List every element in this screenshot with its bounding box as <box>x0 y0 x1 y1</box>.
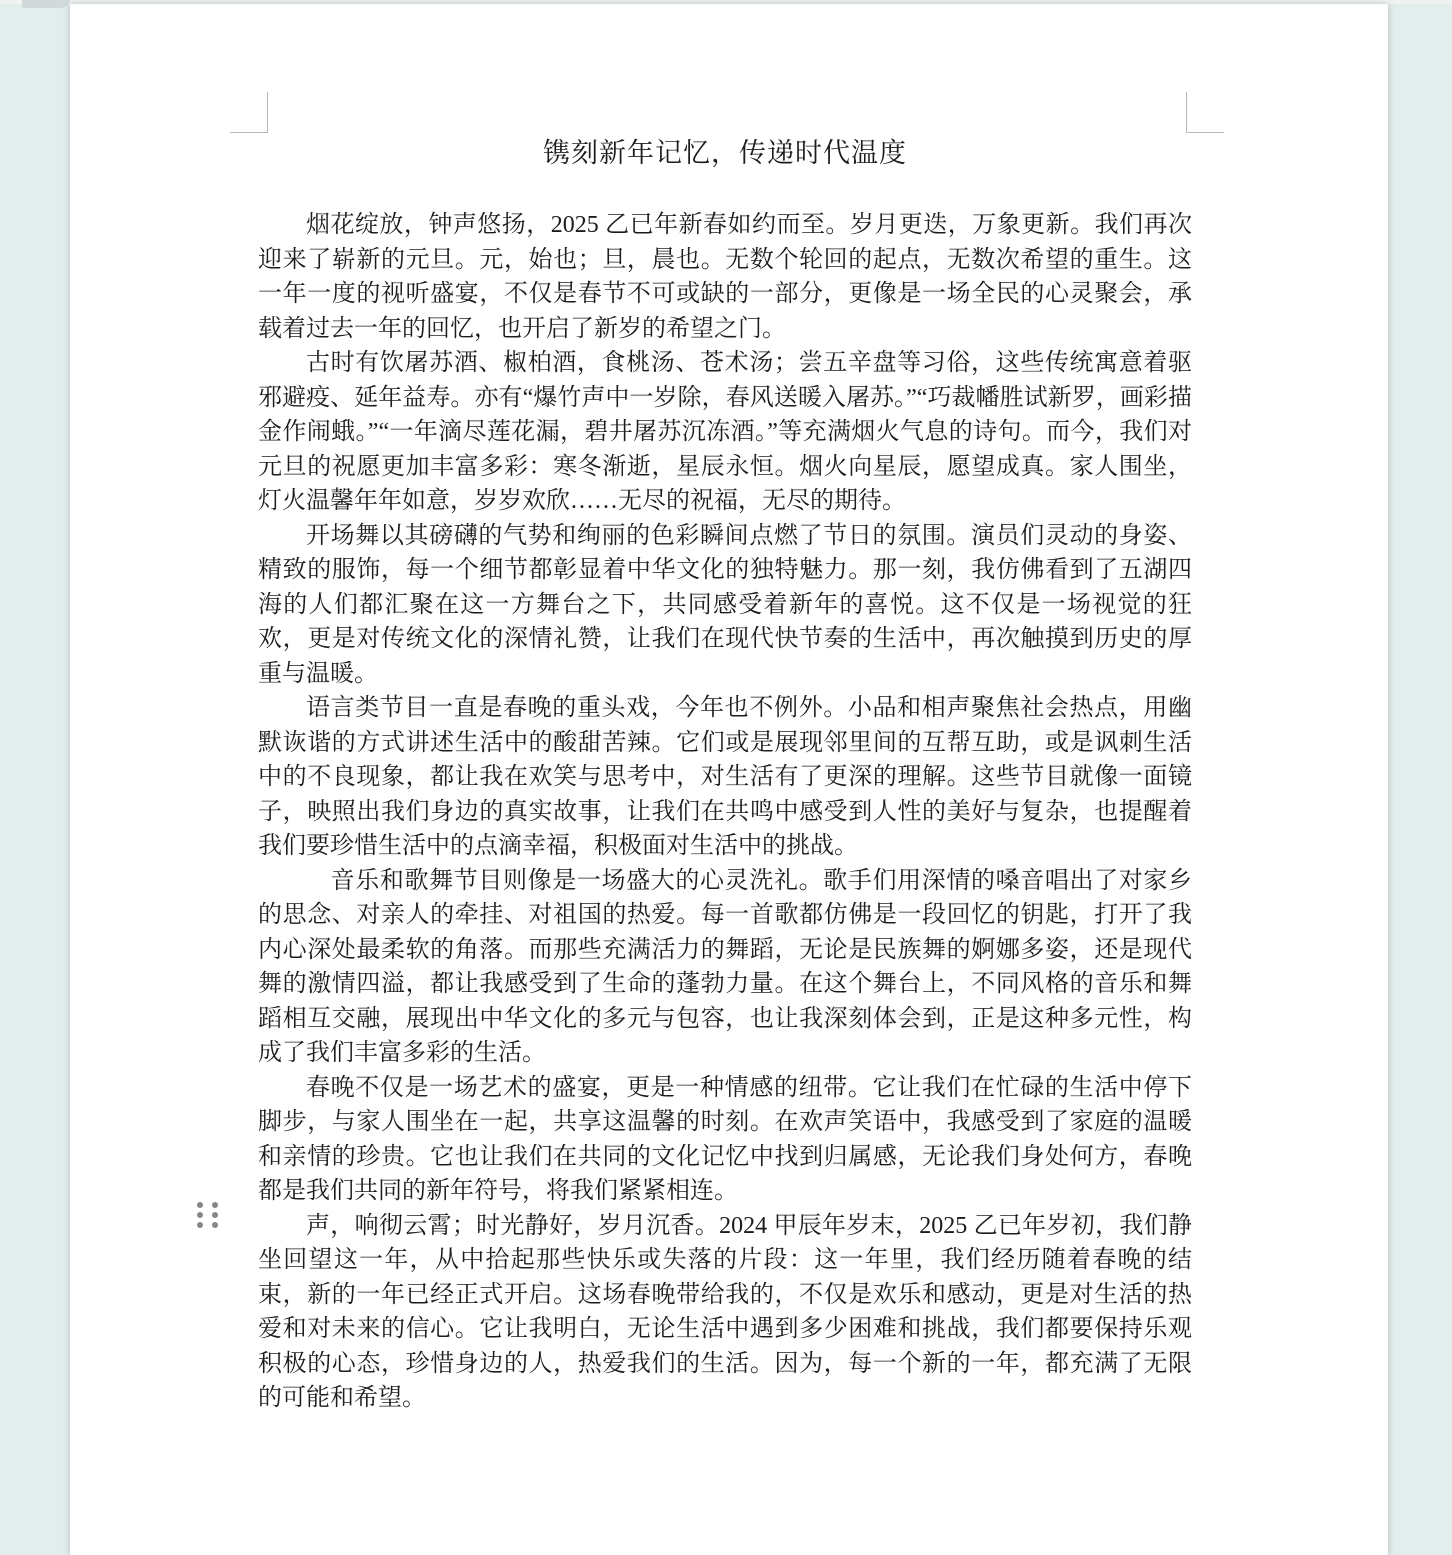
drag-handle-dot <box>212 1202 218 1208</box>
document-content[interactable] <box>258 132 1192 1416</box>
document-page <box>70 4 1388 1555</box>
paragraph[interactable]: 春晚不仅是一场艺术的盛宴，更是一种情感的纽带。它让我们在忙碌的生活中停下脚步，与家人围坐在一起，共享这温馨的时刻。在欢声笑语中，我感受到了家庭的温暖和亲情的珍贵。它也让我们在共同的文化记忆中找到归属感，无论我们身处何方，春晚都是我们共同的新年符号，将我们紧紧相连。 <box>258 1074 1192 1204</box>
drag-handle-dot <box>212 1212 218 1218</box>
paragraph[interactable]: 声，响彻云霄；时光静好，岁月沉香。2024 甲辰年岁末，2025 乙已年岁初，我们静坐回望这一年，从中拾起那些快乐或失落的片段：这一年里，我们经历随着春晚的结束，新的一年已经正式开启。这场春晚带给我的，不仅是欢乐和感动，更是对生活的热爱和对未来的信心。它让我明白，无论生活中遇到多少困难和挑战，我们都要保持乐观积极的心态，珍惜身边的人，热爱我们的生活。因为，每一个新的一年，都充满了无限的可能和希望。 <box>258 1212 1192 1411</box>
drag-handle-dot <box>197 1222 203 1228</box>
paragraph[interactable]: 语言类节目一直是春晚的重头戏，今年也不例外。小品和相声聚焦社会热点，用幽默诙谐的方式讲述生活中的酸甜苦辣。它们或是展现邻里间的互帮互助，或是讽刺生活中的不良现象，都让我在欢笑与思考中，对生活有了更深的理解。这些节目就像一面镜子，映照出我们身边的真实故事，让我们在共鸣中感受到人性的美好与复杂，也提醒着我们要珍惜生活中的点滴幸福，积极面对生活中的挑战。 <box>258 695 1192 859</box>
paragraph[interactable]: 古时有饮屠苏酒、椒柏酒，食桃汤、苍术汤；尝五辛盘等习俗，这些传统寓意着驱邪避疫、延年益寿。亦有“爆竹声中一岁除，春风送暖入屠苏。”“巧裁幡胜试新罗，画彩描金作闹蛾。”“一年滴尽莲花漏，碧井屠苏沉冻酒。”等充满烟火气息的诗句。而今，我们对元旦的祝愿更加丰富多彩：寒冬渐逝，星辰永恒。烟火向星辰，愿望成真。家人围坐，灯火温馨年年如意，岁岁欢欣……无尽的祝福，无尽的期待。 <box>258 350 1192 514</box>
document-body[interactable] <box>258 208 1192 1416</box>
paragraph[interactable]: 开场舞以其磅礴的气势和绚丽的色彩瞬间点燃了节日的氛围。演员们灵动的身姿、精致的服饰，每一个细节都彰显着中华文化的独特魅力。那一刻，我仿佛看到了五湖四海的人们都汇聚在这一方舞台之下，共同感受着新年的喜悦。这不仅是一场视觉的狂欢，更是对传统文化的深情礼赞，让我们在现代快节奏的生活中，再次触摸到历史的厚重与温暖。 <box>258 522 1192 687</box>
drag-handle-icon[interactable] <box>197 1202 218 1228</box>
paragraph[interactable]: 烟花绽放，钟声悠扬，2025 乙已年新春如约而至。岁月更迭，万象更新。我们再次迎来了崭新的元旦。元，始也；旦，晨也。无数个轮回的起点，无数次希望的重生。这一年一度的视听盛宴，不仅是春节不可或缺的一部分，更像是一场全民的心灵聚会，承载着过去一年的回忆，也开启了新岁的希望之门。 <box>258 212 1192 342</box>
drag-handle-dot <box>197 1202 203 1208</box>
document-title[interactable]: 镌刻新年记忆，传递时代温度 <box>543 138 907 168</box>
drag-handle-dot <box>197 1212 203 1218</box>
paragraph[interactable]: 音乐和歌舞节目则像是一场盛大的心灵洗礼。歌手们用深情的嗓音唱出了对家乡的思念、对亲人的牵挂、对祖国的热爱。每一首歌都仿佛是一段回忆的钥匙，打开了我内心深处最柔软的角落。而那些充满活力的舞蹈，无论是民族舞的婀娜多姿，还是现代舞的激情四溢，都让我感受到了生命的蓬勃力量。在这个舞台上，不同风格的音乐和舞蹈相互交融，展现出中华文化的多元与包容，也让我深刻体会到，正是这种多元性，构成了我们丰富多彩的生活。 <box>258 867 1192 1066</box>
drag-handle-dot <box>212 1222 218 1228</box>
canvas-corner-artifact <box>22 0 70 8</box>
margin-mark-top-left <box>230 92 268 133</box>
margin-mark-top-right <box>1186 92 1224 133</box>
